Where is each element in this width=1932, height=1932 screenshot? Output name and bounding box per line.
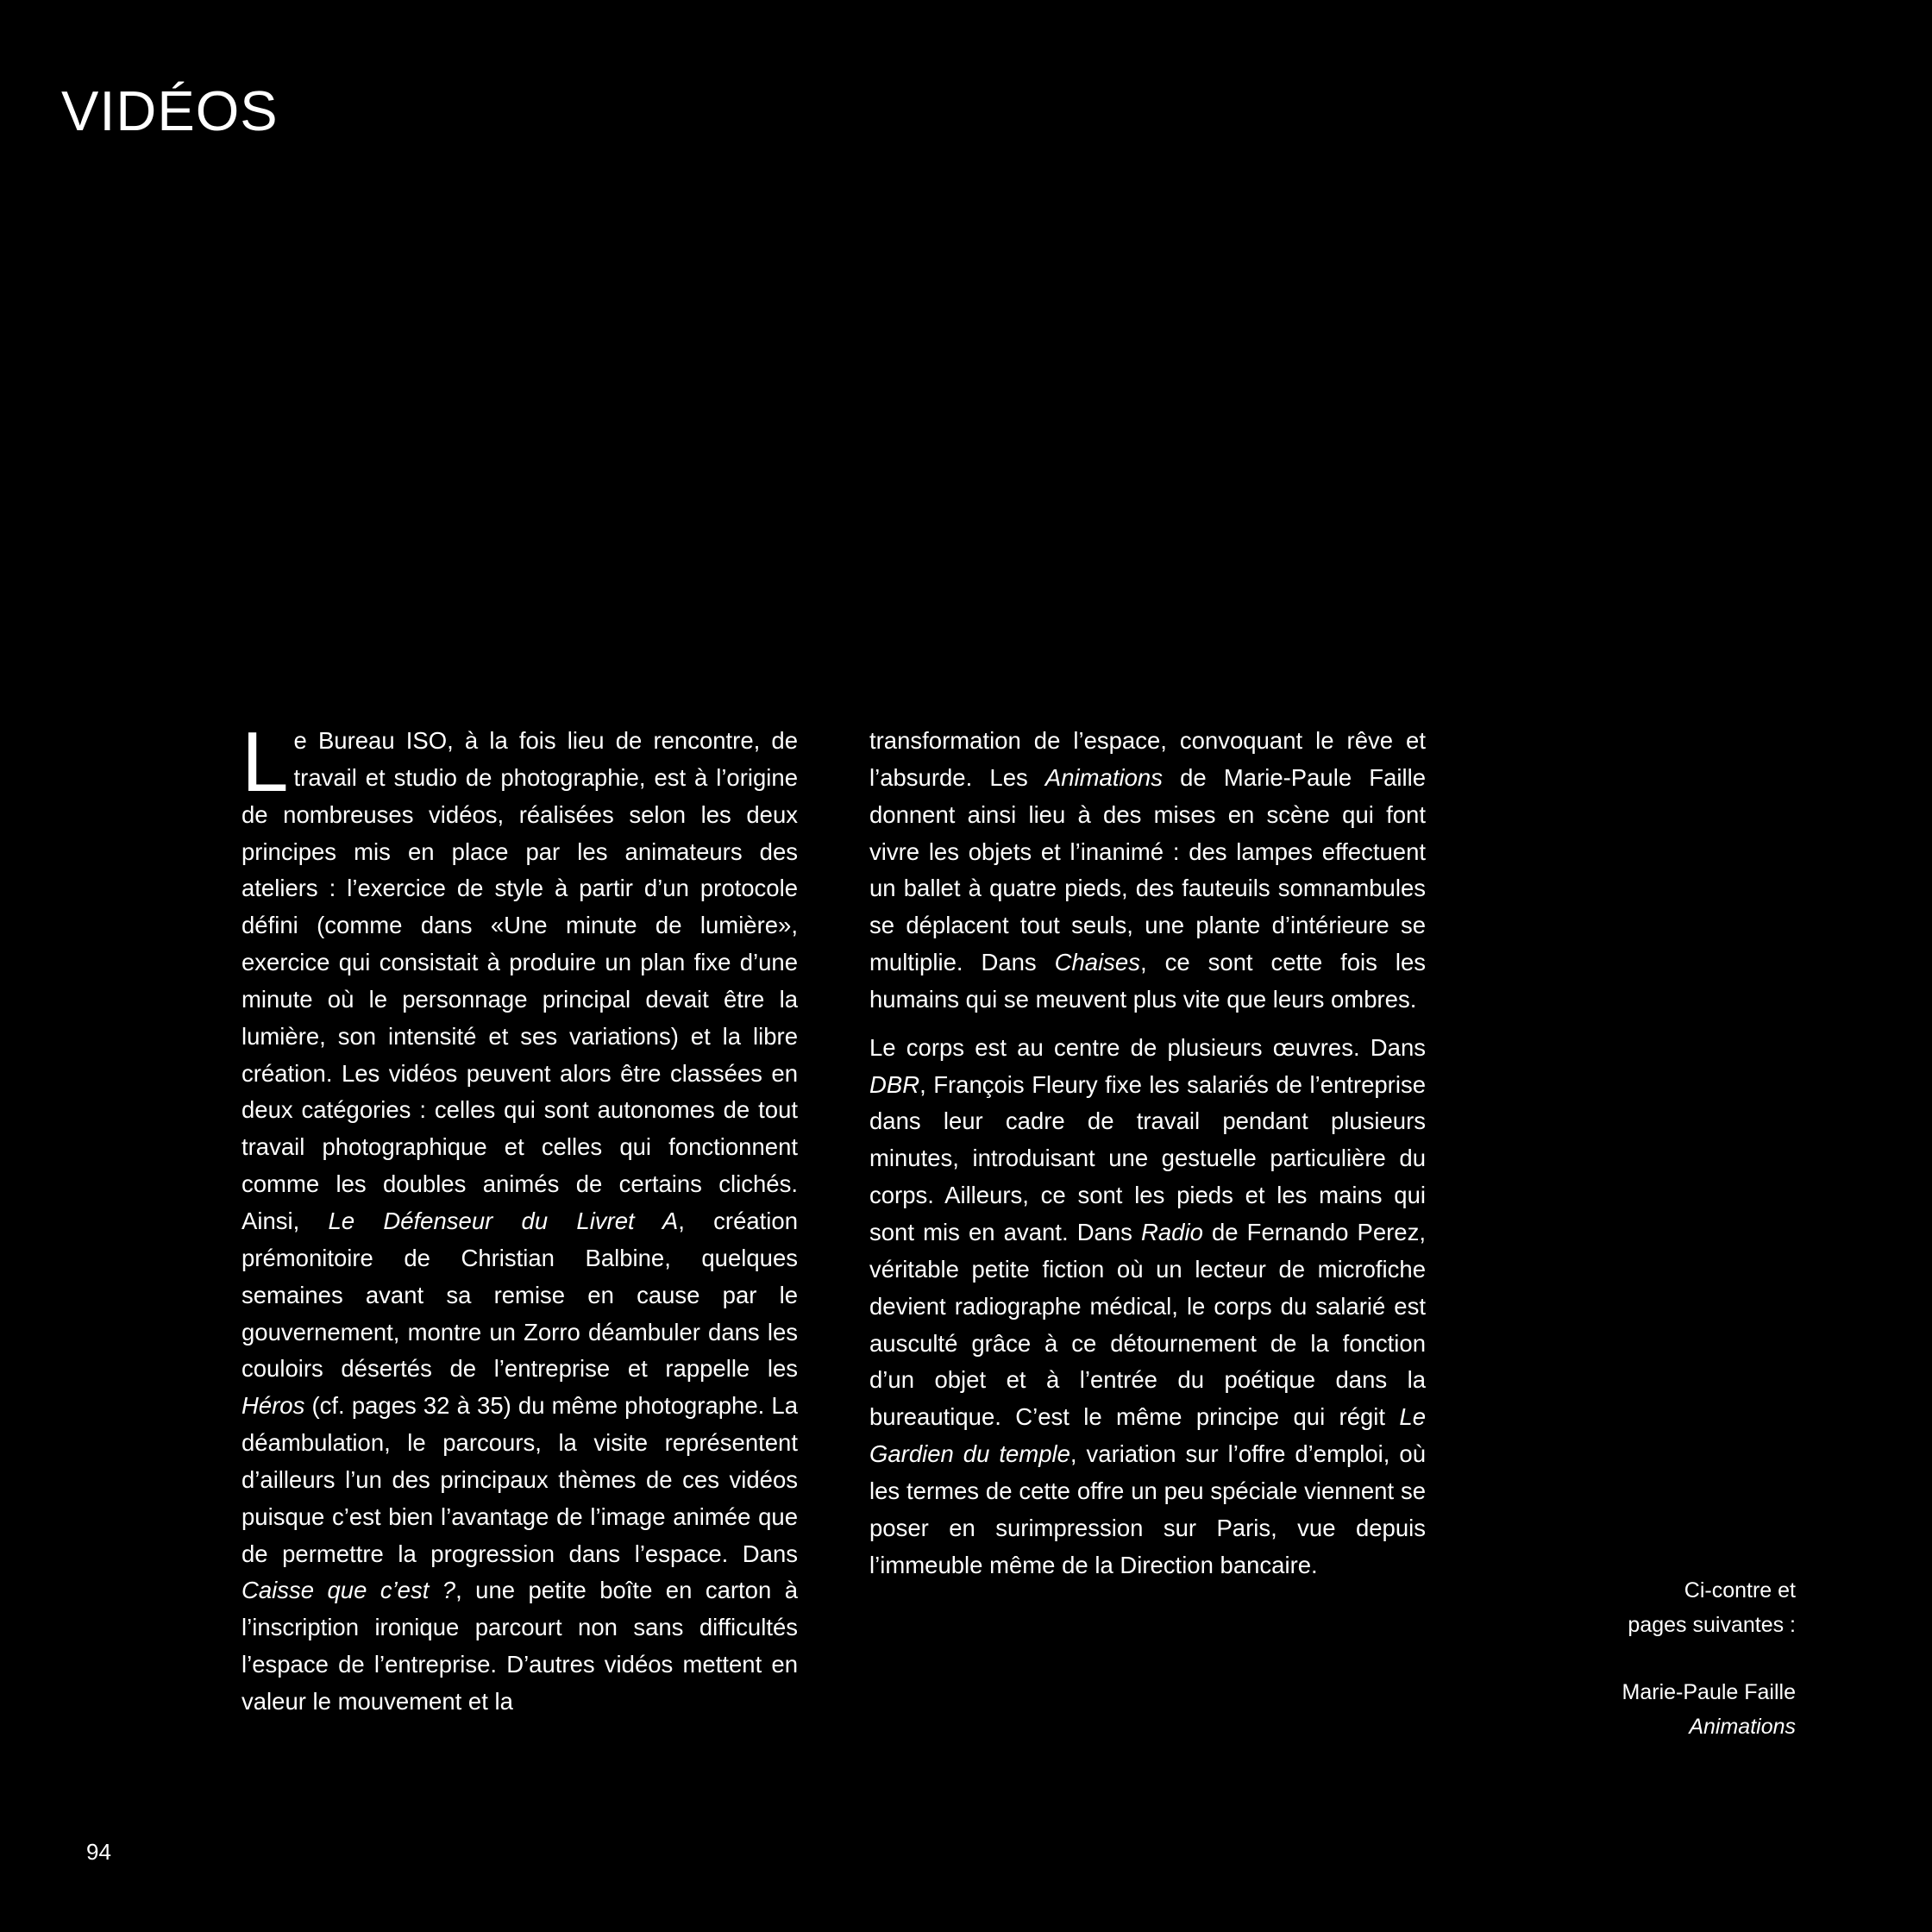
caption-line: Ci-contre et: [1684, 1578, 1796, 1603]
body-text: Le corps est au centre de plusieurs œuvres. Dans: [869, 1033, 1426, 1061]
italic-title-text: Chaises: [1054, 949, 1140, 976]
caption-work: [1537, 1709, 1796, 1744]
body-text: , création prémonitoire de Christian Balbine, quelques semaines avant sa remise en cause par le gouvernement, montre un Zorro déambuler dans les couloirs désertés de l’entreprise et rappelle les: [242, 1207, 798, 1383]
body-text: , ce sont cette fois les humains qui se meuvent plus vite que leurs ombres.: [869, 949, 1426, 1013]
body-text: , variation sur l’offre d’emploi, où les termes de cette offre un peu spéciale viennent se poser en surimpression sur Paris, vue depuis l’immeuble même de la Direction bancaire.: [869, 1440, 1426, 1578]
caption-artist: Marie-Paule Faille: [1622, 1680, 1796, 1704]
italic-title-text: Le Défenseur du Livret A: [328, 1207, 679, 1234]
italic-title-text: Le Gardien du temple: [869, 1403, 1426, 1468]
body-text: transformation de l’espace, convoquant le rêve et l’absurde. Les: [869, 727, 1426, 791]
italic-title-text: Radio: [1141, 1218, 1203, 1245]
paragraph: [242, 714, 798, 1721]
text-column-right: [869, 723, 1426, 1584]
italic-title-text: Héros: [242, 1392, 305, 1420]
body-text: e Bureau ISO, à la fois lieu de rencontre, de travail et studio de photographie, est à l’origine de nombreuses vidéos, réalisées selon les deux principes mis en place par les animateurs des ateliers : l’exercice de style à partir d’un protocole défini (comme dans «Une minute de lumière», exercice qui consistait à produire un plan fixe d’une minute où le personnage principal devait être la lumière, son intensité et ses variations) et la libre création. Les vidéos peuvent alors être classées en deux catégories : celles qui sont autonomes de tout travail photographique et celles qui fonctionnent comme les doubles animés de certains clichés. Ainsi,: [242, 727, 798, 1234]
page-title: VIDÉOS: [61, 79, 279, 142]
caption-work-title: Animations: [1689, 1715, 1796, 1739]
body-text: de Marie-Paule Faille donnent ainsi lieu à des mises en scène qui font vivre les objets et l’inanimé : des lampes effectuent un ballet à quatre pieds, des fauteuils somnambules se déplacent tout seuls, une plante d’intérieure se multiplie. Dans: [869, 763, 1426, 976]
body-text: (cf. pages 32 à 35) du même photographe. La déambulation, le parcours, la visite représentent d’ailleurs l’un des principaux thèmes de ces vidéos puisque c’est bien l’avantage de l’image animée que de permettre la progression dans l’espace. Dans: [242, 1392, 798, 1567]
italic-title-text: DBR: [869, 1070, 920, 1098]
paragraph: [869, 1030, 1426, 1584]
body-text: , François Fleury fixe les salariés de l’entreprise dans leur cadre de travail pendant plusieurs minutes, introduisant une gestuelle particulière du corps. Ailleurs, ce sont les pieds et les mains qui sont mis en avant. Dans: [869, 1070, 1426, 1245]
paragraph: [869, 723, 1426, 1019]
caption-spacer: [1537, 1642, 1796, 1675]
text-column-left: [242, 714, 798, 1721]
page-number: 94: [86, 1839, 111, 1865]
caption-line: pages suivantes :: [1628, 1613, 1796, 1637]
italic-title-text: Caisse que c’est ?: [242, 1577, 456, 1604]
body-text: de Fernando Perez, véritable petite fiction où un lecteur de microfiche devient radiographe médical, le corps du salarié est ausculté grâce à ce détournement de la fonction d’un objet et à l’entrée du poétique dans la bureautique. C’est le même principe qui régit: [869, 1218, 1426, 1431]
paragraph-text: [242, 714, 798, 1715]
italic-title-text: Animations: [1044, 763, 1163, 791]
body-text: , une petite boîte en carton à l’inscription ironique parcourt non sans difficultés l’espace de l’entreprise. D’autres vidéos mettent en valeur le mouvement et la: [242, 1577, 798, 1715]
image-caption: [1537, 1573, 1796, 1744]
drop-cap: L: [242, 714, 289, 809]
